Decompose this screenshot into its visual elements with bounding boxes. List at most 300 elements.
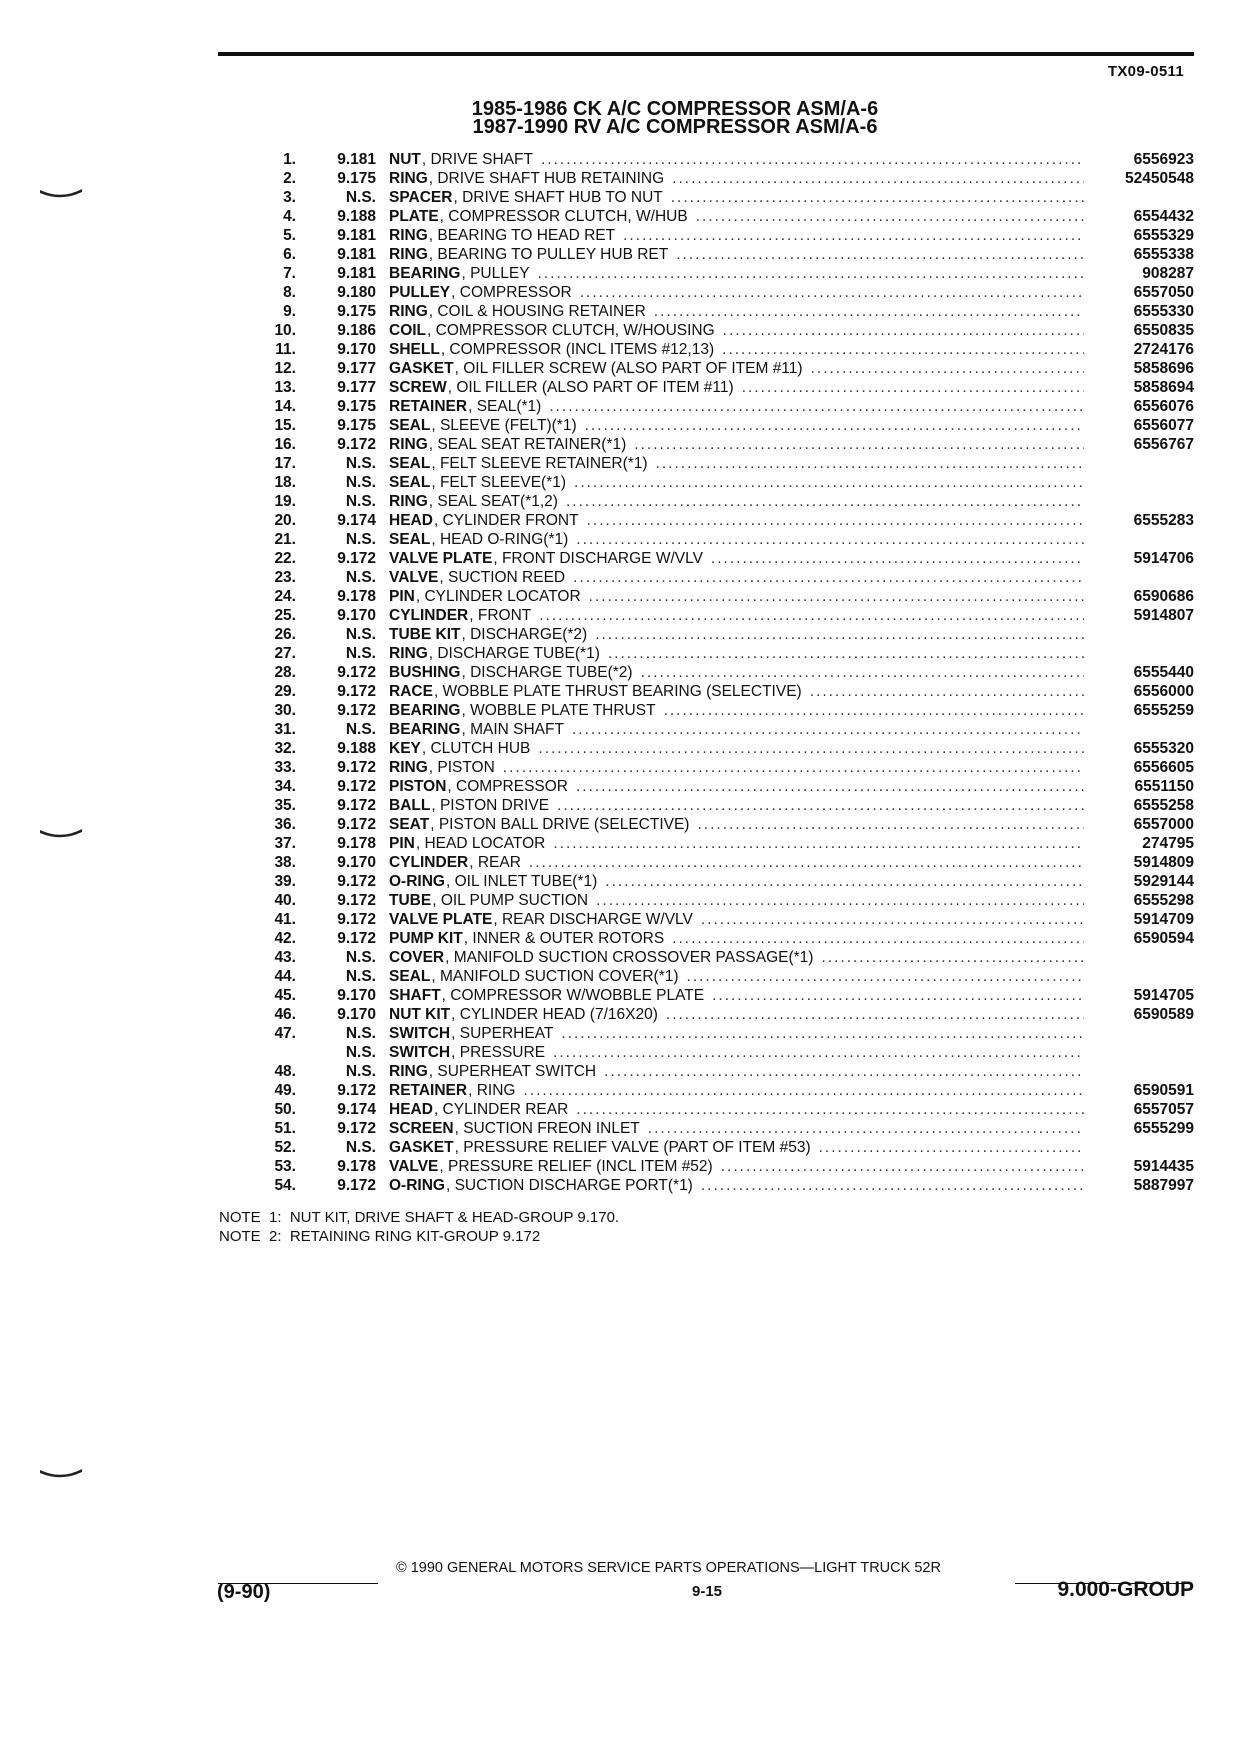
note-1: NOTE 1: NUT KIT, DRIVE SHAFT & HEAD-GROUP 9.170. [219,1209,620,1226]
parts-row [0,777,1252,796]
dot-leader [539,606,1084,625]
item-number: 37. [274,835,296,852]
part-number: 6555283 [1133,512,1194,529]
item-number: 13. [274,379,296,396]
revision-date: (9-90) [217,1581,271,1603]
part-number: 2724176 [1133,341,1194,358]
part-description [389,169,1084,188]
item-number: 38. [274,854,296,871]
part-description [389,777,1084,796]
dot-leader [605,872,1084,891]
part-description [389,663,1084,682]
parts-row [0,1062,1252,1081]
part-name: TUBE [389,892,432,909]
dot-leader [549,397,1084,416]
part-description [389,606,1084,625]
dot-leader [608,644,1084,663]
dot-leader [553,1043,1084,1062]
group-number: 9.170 [337,341,376,358]
parts-row [0,188,1252,207]
part-description [389,302,1084,321]
parts-row [0,796,1252,815]
group-number: 9.174 [337,512,376,529]
group-number: 9.186 [337,322,376,339]
parts-row [0,587,1252,606]
part-detail: , REAR DISCHARGE W/VLV [493,911,693,928]
parts-row [0,454,1252,473]
parts-row [0,1176,1252,1195]
part-name: NUT KIT [389,1006,451,1023]
parts-row [0,853,1252,872]
dot-leader [587,511,1084,530]
part-name: RING [389,493,428,510]
part-detail: , COMPRESSOR (INCL ITEMS #12,13) [440,341,715,358]
group-number: 9.181 [337,151,376,168]
part-detail: , RING [468,1082,516,1099]
part-detail: , SEAL SEAT(*1,2) [428,493,558,510]
part-description [389,188,1084,207]
part-description [389,378,1084,397]
item-number: 5. [283,227,296,244]
parts-row [0,378,1252,397]
item-number: 20. [274,512,296,529]
dot-leader [538,739,1084,758]
dot-leader [538,264,1084,283]
parts-row [0,701,1252,720]
part-detail: , HEAD O-RING(*1) [431,531,569,548]
item-number: 28. [274,664,296,681]
group-number: 9.172 [337,873,376,890]
dot-leader [696,207,1084,226]
part-description [389,625,1084,644]
part-description [389,226,1084,245]
part-name: SCREEN [389,1120,454,1137]
part-description [389,587,1084,606]
part-number: 6554432 [1133,208,1194,225]
parts-row [0,568,1252,587]
part-name: PIN [389,588,415,605]
parts-list [0,150,1252,1195]
item-number: 4. [283,208,296,225]
group-number: N.S. [345,645,376,662]
part-detail: , PISTON [428,759,495,776]
group-number: 9.188 [337,740,376,757]
binder-mark [40,828,82,838]
part-name: KEY [389,740,421,757]
dot-leader [664,701,1084,720]
group-number: 9.180 [337,284,376,301]
part-detail: , PRESSURE RELIEF (INCL ITEM #52) [439,1158,713,1175]
item-number: 32. [274,740,296,757]
parts-row [0,530,1252,549]
item-number: 54. [274,1177,296,1194]
part-description [389,207,1084,226]
part-detail: , INNER & OUTER ROTORS [463,930,665,947]
item-number: 3. [283,189,296,206]
part-description [389,435,1084,454]
part-detail: , CYLINDER REAR [433,1101,569,1118]
part-detail: , OIL FILLER SCREW (ALSO PART OF ITEM #11) [454,360,803,377]
part-description [389,1043,1084,1062]
binder-mark [40,1468,82,1478]
part-number: 6551150 [1134,778,1194,795]
group-number: 9.175 [337,398,376,415]
item-number: 19. [274,493,296,510]
group-label: 9.000-GROUP [1057,1578,1194,1601]
part-name: PIN [389,835,415,852]
part-detail: , CYLINDER LOCATOR [415,588,581,605]
page-number: 9-15 [692,1583,723,1600]
part-description [389,321,1084,340]
group-number: 9.170 [337,854,376,871]
part-number: 6555259 [1133,702,1194,719]
part-number: 6555440 [1133,664,1194,681]
part-detail: , COIL & HOUSING RETAINER [428,303,646,320]
group-number: N.S. [345,1044,376,1061]
dot-leader [604,1062,1084,1081]
dot-leader [634,435,1084,454]
parts-row [0,891,1252,910]
part-description [389,264,1084,283]
part-detail: , SUCTION DISCHARGE PORT(*1) [445,1177,693,1194]
part-description [389,340,1084,359]
part-description [389,416,1084,435]
part-name: O-RING [389,1177,445,1194]
part-detail: , CYLINDER FRONT [433,512,579,529]
group-number: 9.181 [337,227,376,244]
part-number: 908287 [1142,265,1194,282]
group-number: N.S. [345,569,376,586]
part-number: 6555330 [1133,303,1194,320]
part-description [389,1024,1084,1043]
part-detail: , MAIN SHAFT [461,721,564,738]
part-name: O-RING [389,873,445,890]
part-description [389,359,1084,378]
parts-row [0,1024,1252,1043]
part-name: COVER [389,949,445,966]
dot-leader [656,454,1084,473]
part-number: 6555298 [1133,892,1194,909]
group-number: 9.172 [337,797,376,814]
part-name: VALVE PLATE [389,550,493,567]
parts-row [0,264,1252,283]
part-description [389,397,1084,416]
group-number: N.S. [345,1025,376,1042]
parts-row [0,663,1252,682]
group-number: 9.175 [337,170,376,187]
part-number: 5929144 [1133,873,1194,890]
group-number: 9.172 [337,683,376,700]
part-number: 5914709 [1133,911,1194,928]
part-detail: , MANIFOLD SUCTION COVER(*1) [431,968,679,985]
parts-row [0,758,1252,777]
part-name: RING [389,1063,428,1080]
group-number: 9.172 [337,911,376,928]
group-number: N.S. [345,189,376,206]
parts-row [0,473,1252,492]
part-detail: , COMPRESSOR CLUTCH, W/HOUSING [427,322,715,339]
part-detail: , COMPRESSOR [451,284,572,301]
part-number: 6557000 [1133,816,1194,833]
part-name: BUSHING [389,664,461,681]
item-number: 25. [274,607,296,624]
part-name: BEARING [389,265,461,282]
item-number: 15. [274,417,296,434]
item-number: 35. [274,797,296,814]
dot-leader [721,1157,1084,1176]
part-name: RING [389,645,428,662]
parts-row [0,245,1252,264]
item-number: 44. [274,968,296,985]
dot-leader [676,245,1084,264]
group-number: 9.170 [337,1006,376,1023]
part-description [389,1081,1084,1100]
dot-leader [541,150,1084,169]
page-title [300,100,1050,136]
part-name: BALL [389,797,431,814]
part-name: BEARING [389,721,461,738]
parts-row [0,1081,1252,1100]
part-description [389,530,1084,549]
part-description [389,283,1084,302]
part-name: RETAINER [389,398,468,415]
parts-row [0,492,1252,511]
parts-row [0,150,1252,169]
parts-row [0,397,1252,416]
parts-row [0,872,1252,891]
part-name: SEAL [389,417,431,434]
part-number: 6555329 [1133,227,1194,244]
item-number: 24. [274,588,296,605]
dot-leader [701,1176,1084,1195]
part-description [389,492,1084,511]
item-number: 46. [274,1006,296,1023]
part-description [389,910,1084,929]
part-detail: , BEARING TO HEAD RET [428,227,616,244]
item-number: 21. [274,531,296,548]
dot-leader [589,587,1084,606]
group-number: N.S. [345,721,376,738]
group-number: 9.172 [337,759,376,776]
parts-row [0,283,1252,302]
document-code: TX09-0511 [1107,63,1184,80]
parts-row [0,302,1252,321]
part-number: 6590591 [1133,1082,1194,1099]
item-number: 39. [274,873,296,890]
dot-leader [595,625,1084,644]
group-number: 9.172 [337,778,376,795]
group-number: N.S. [345,968,376,985]
part-number: 5914809 [1133,854,1194,871]
group-number: 9.178 [337,588,376,605]
part-name: PLATE [389,208,439,225]
part-number: 5914807 [1133,607,1194,624]
part-description [389,1138,1084,1157]
note-2: NOTE 2: RETAINING RING KIT-GROUP 9.172 [219,1228,541,1245]
parts-row [0,739,1252,758]
group-number: 9.178 [337,1158,376,1175]
item-number: 2. [283,170,296,187]
part-name: PUMP KIT [389,930,463,947]
title-line-2: 1987-1990 RV A/C COMPRESSOR ASM/A-6 [472,116,878,138]
item-number: 29. [274,683,296,700]
part-detail: , DISCHARGE TUBE(*2) [461,664,633,681]
part-name: PULLEY [389,284,451,301]
parts-row [0,682,1252,701]
part-detail: , FELT SLEEVE(*1) [431,474,567,491]
item-number: 26. [274,626,296,643]
dot-leader [561,1024,1084,1043]
group-number: 9.172 [337,436,376,453]
part-detail: , SUPERHEAT [451,1025,554,1042]
part-description [389,853,1084,872]
part-name: RING [389,436,428,453]
item-number: 40. [274,892,296,909]
parts-row [0,511,1252,530]
dot-leader [585,416,1084,435]
dot-leader [811,359,1084,378]
part-description [389,473,1084,492]
part-number: 52450548 [1125,170,1194,187]
dot-leader [573,568,1084,587]
dot-leader [701,910,1084,929]
item-number: 33. [274,759,296,776]
group-number: N.S. [345,474,376,491]
item-number: 23. [274,569,296,586]
part-description [389,948,1084,967]
part-description [389,511,1084,530]
part-description [389,568,1084,587]
part-number: 6556767 [1133,436,1194,453]
part-description [389,150,1084,169]
parts-row [0,625,1252,644]
part-description [389,891,1084,910]
part-detail: , MANIFOLD SUCTION CROSSOVER PASSAGE(*1) [445,949,814,966]
part-description [389,549,1084,568]
part-number: 6557057 [1133,1101,1194,1118]
part-description [389,967,1084,986]
part-detail: , SEAL SEAT RETAINER(*1) [428,436,627,453]
title-line-1: 1985-1986 CK A/C COMPRESSOR ASM/A-6 [471,98,879,120]
parts-row [0,1043,1252,1062]
part-detail: , SUCTION FREON INLET [454,1120,640,1137]
part-name: RING [389,303,428,320]
part-description [389,796,1084,815]
dot-leader [671,188,1084,207]
part-description [389,986,1084,1005]
part-detail: , PISTON DRIVE [431,797,550,814]
item-number: 27. [274,645,296,662]
dot-leader [576,530,1084,549]
part-detail: , DRIVE SHAFT HUB TO NUT [453,189,663,206]
part-number: 6557050 [1133,284,1194,301]
part-detail: , SUPERHEAT SWITCH [428,1063,597,1080]
dot-leader [654,302,1084,321]
dot-leader [687,967,1084,986]
part-number: 5887997 [1133,1177,1194,1194]
part-number: 6556077 [1133,417,1194,434]
part-description [389,701,1084,720]
group-number: 9.172 [337,664,376,681]
item-number: 22. [274,550,296,567]
dot-leader [503,758,1084,777]
item-number: 36. [274,816,296,833]
part-number: 5858694 [1133,379,1194,396]
group-number: 9.174 [337,1101,376,1118]
part-description [389,929,1084,948]
parts-row [0,986,1252,1005]
part-name: SPACER [389,189,453,206]
group-number: N.S. [345,531,376,548]
item-number: 9. [283,303,296,320]
part-name: SWITCH [389,1044,451,1061]
part-detail: , COMPRESSOR [447,778,568,795]
dot-leader [712,986,1084,1005]
part-name: SEAL [389,968,431,985]
parts-row [0,169,1252,188]
item-number: 43. [274,949,296,966]
group-number: N.S. [345,626,376,643]
dot-leader [596,891,1084,910]
parts-row [0,359,1252,378]
part-number: 6555338 [1133,246,1194,263]
part-number: 274795 [1142,835,1194,852]
dot-leader [529,853,1084,872]
group-number: 9.181 [337,246,376,263]
part-number: 6590686 [1133,588,1194,605]
item-number: 49. [274,1082,296,1099]
parts-row [0,340,1252,359]
part-detail: , DRIVE SHAFT HUB RETAINING [428,170,665,187]
part-name: HEAD [389,1101,433,1118]
part-detail: , REAR [469,854,521,871]
part-description [389,758,1084,777]
dot-leader [810,682,1084,701]
part-detail: , WOBBLE PLATE THRUST [461,702,656,719]
part-description [389,245,1084,264]
item-number: 11. [275,341,296,358]
dot-leader [576,1100,1084,1119]
group-number: 9.172 [337,930,376,947]
item-number: 48. [274,1063,296,1080]
group-number: 9.172 [337,550,376,567]
dot-leader [566,492,1084,511]
part-name: NUT [389,151,421,168]
dot-leader [623,226,1084,245]
dot-leader [523,1081,1084,1100]
parts-row [0,929,1252,948]
item-number: 30. [274,702,296,719]
part-name: SEAL [389,474,431,491]
part-number: 5914705 [1133,987,1194,1004]
group-number: N.S. [345,949,376,966]
parts-row [0,226,1252,245]
item-number: 53. [274,1158,296,1175]
group-number: 9.188 [337,208,376,225]
part-detail: , CLUTCH HUB [421,740,531,757]
item-number: 6. [283,246,296,263]
part-description [389,454,1084,473]
part-name: GASKET [389,1139,454,1156]
group-number: N.S. [345,1139,376,1156]
dot-leader [580,283,1084,302]
part-number: 6550835 [1133,322,1194,339]
part-name: PISTON [389,778,447,795]
part-detail: , DISCHARGE TUBE(*1) [428,645,600,662]
part-name: CYLINDER [389,607,469,624]
item-number: 14. [274,398,296,415]
group-number: 9.177 [337,360,376,377]
